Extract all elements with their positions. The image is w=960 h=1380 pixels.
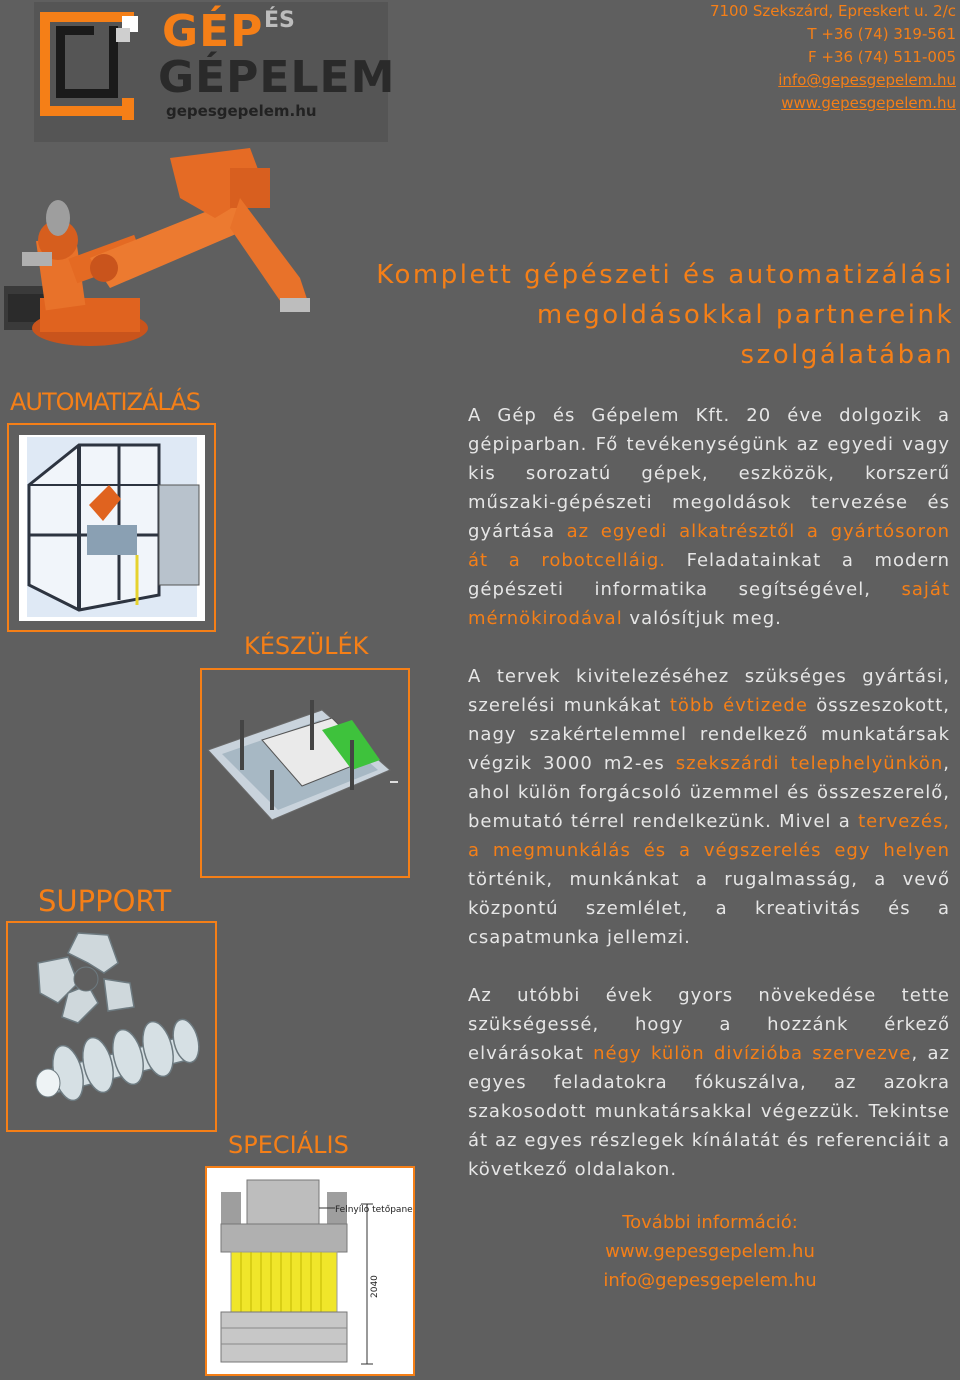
- contact-block: [710, 0, 956, 115]
- section-title-specialis: SPECIÁLIS: [228, 1131, 349, 1159]
- p1-highlight-b: az egyedi alkatrésztől a gyártósoron át a robotcelláig.: [468, 521, 950, 571]
- more-info-block: [560, 1208, 860, 1295]
- dimension-label: 2040: [370, 1275, 380, 1298]
- p3-highlight-b: négy külön divízióba szervezve: [593, 1043, 912, 1064]
- p1-text-a: A Gép és Gépelem Kft. 20 éve dolgozik a gépiparban. Fő tevékenységünk az egyedi vagy kis sorozatú gépek, eszközök, korszerű műszaki-gépészeti megoldások tervezése és gyártása: [468, 405, 950, 542]
- p3-text-c: , az egyes feladatokra fókuszálva, az azokra szakosodott munkatársakkal végezzük. Tekintse át az egyes részlegek kínálatát és referenciáit a következő oldalakon.: [468, 1043, 950, 1180]
- headline-line1: Komplett gépészeti és automatizálási: [376, 260, 954, 290]
- contact-web-link[interactable]: www.gepesgepelem.hu: [781, 94, 956, 112]
- headline-line2: megoldásokkal partnereink szolgálatában: [536, 300, 954, 370]
- robot-arm-image: [0, 148, 340, 370]
- p3-text-a: Az utóbbi évek gyors növekedése tette szükségessé, hogy a hozzánk érkező elvárásokat: [468, 985, 950, 1064]
- logo-domain: gepesgepelem.hu: [166, 102, 317, 120]
- paragraph-1: [468, 401, 950, 633]
- p2-highlight-f: tervezés, a megmunkálás és a végszerelés egy helyen: [468, 811, 950, 861]
- p2-text-e: , ahol külön forgácsoló üzemmel és összeszerelő, bemutató térrel rendelkezünk. Mivel a: [468, 753, 950, 832]
- specialis-image-frame: [205, 1166, 415, 1376]
- company-logo: [34, 2, 396, 142]
- logo-word-gepelem: GÉPELEM: [158, 52, 396, 103]
- p2-highlight-d: szekszárdi telephelyünkön: [675, 753, 944, 774]
- cabinet-drawing-image: [207, 1168, 413, 1374]
- paragraph-2: [468, 662, 950, 952]
- p1-highlight-d: saját mérnökirodával: [468, 579, 950, 629]
- section-title-support: SUPPORT: [38, 884, 172, 918]
- logo-inner-frame: [56, 26, 118, 98]
- p2-text-g: történik, munkánkat a rugalmasság, a vevő központú szemlélet, a kreativitás és a csapatmunka jellemzi.: [468, 869, 950, 948]
- logo-accent: [122, 98, 134, 120]
- headline: [330, 255, 954, 375]
- p1-text-c: Feladatainkat a modern gépészeti informatika segítségével,: [468, 550, 951, 600]
- logo-square-grey: [116, 28, 130, 42]
- fixture-image: [202, 670, 408, 876]
- paragraph-3: [468, 981, 950, 1184]
- keszulek-image-frame: [200, 668, 410, 878]
- contact-fax: F +36 (74) 511-005: [807, 48, 956, 66]
- p1-text-e: valósítjuk meg.: [622, 608, 782, 629]
- automatizalas-image-frame: [7, 423, 216, 632]
- parts-image: [8, 923, 215, 1130]
- body-text: [468, 401, 950, 1213]
- contact-email-link[interactable]: info@gepesgepelem.hu: [778, 71, 956, 89]
- support-image-frame: [6, 921, 217, 1132]
- contact-address: 7100 Szekszárd, Epreskert u. 2/c: [709, 2, 956, 20]
- panel-label: Felnyíló tetőpanel: [335, 1205, 413, 1215]
- logo-word-es: ÉS: [264, 8, 295, 33]
- more-info-email[interactable]: info@gepesgepelem.hu: [603, 1270, 817, 1291]
- more-info-web[interactable]: www.gepesgepelem.hu: [605, 1241, 815, 1262]
- p2-text-c: összeszokott, nagy szakértelemmel rendelkező munkatársak végzik 3000 m2-es: [468, 695, 950, 774]
- section-title-keszulek: KÉSZÜLÉK: [244, 632, 369, 660]
- section-title-automatizalas: AUTOMATIZÁLÁS: [10, 388, 200, 416]
- p2-highlight-b: több évtizede: [669, 695, 808, 716]
- more-info-title: További információ:: [622, 1212, 798, 1233]
- contact-phone: T +36 (74) 319-561: [807, 25, 956, 43]
- p2-text-a: A tervek kivitelezéséhez szükséges gyártási, szerelési munkákat: [468, 666, 950, 716]
- logo-word-gep: GÉP: [162, 6, 264, 57]
- robot-cell-image: [9, 425, 214, 630]
- logo-inner-bar: [56, 26, 94, 35]
